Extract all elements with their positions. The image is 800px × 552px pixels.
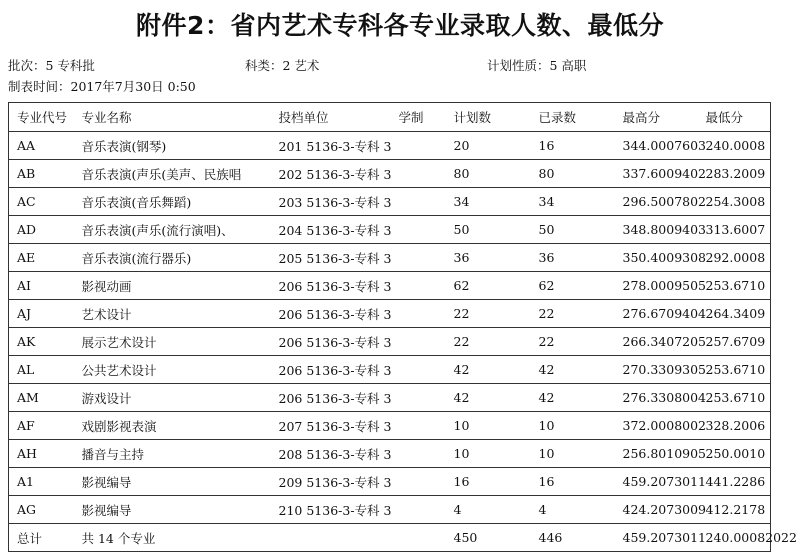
- made-time-label: 制表时间：2017年7月30日 0:50: [8, 79, 196, 94]
- cell-name: 戏剧影视表演: [82, 412, 279, 440]
- cell-max-score: 350.4009308: [623, 244, 706, 272]
- cell-length: [399, 188, 454, 216]
- cell-admitted: 62: [539, 272, 623, 300]
- total-cell-planned: 450: [453, 530, 478, 545]
- cell-admitted: 34: [539, 188, 623, 216]
- column-header-admitted: 已录数: [539, 103, 623, 132]
- column-header-planned: 计划数: [454, 103, 539, 132]
- cell-length: [399, 132, 454, 160]
- cell-max-score: 256.8010905: [623, 440, 706, 468]
- cell-code: AA: [9, 132, 82, 160]
- table-body: [9, 132, 797, 552]
- cell-name: 音乐表演(声乐(美声、民族唱: [82, 160, 279, 188]
- document-title: 附件2：省内艺术专科各专业录取人数、最低分: [136, 11, 664, 40]
- cell-min-score: 313.6007: [706, 216, 771, 244]
- cell-max-score: 424.2073009: [623, 496, 706, 524]
- cell-planned: 10: [454, 412, 539, 440]
- cell-min-score: 240.0008: [706, 132, 771, 160]
- cell-max-score: 344.0007603: [623, 132, 706, 160]
- cell-min-score: 250.0010: [706, 440, 771, 468]
- total-row: [9, 524, 771, 552]
- cell-code: AD: [9, 216, 82, 244]
- cell-min-score: 412.2178: [706, 496, 771, 524]
- cell-admitted: 22: [539, 300, 623, 328]
- table-row: [9, 300, 771, 328]
- cell-name: 展示艺术设计: [82, 328, 279, 356]
- cell-planned: 20: [454, 132, 539, 160]
- cell-min-score: 253.6710: [706, 272, 771, 300]
- total-cell-max-score: 459.2073011: [622, 530, 707, 545]
- cell-unit: 205 5136-3-专科 3: [279, 244, 399, 272]
- table-row: [9, 188, 771, 216]
- cell-max-score: 278.0009505: [623, 272, 706, 300]
- cell-length: [399, 440, 454, 468]
- cell-unit: 206 5136-3-专科 3: [279, 384, 399, 412]
- category-label: 科类：2 艺术: [245, 58, 320, 73]
- cell-code: AG: [9, 496, 82, 524]
- cell-admitted: 4: [539, 496, 623, 524]
- total-cell-length: [399, 524, 454, 552]
- cell-name: 音乐表演(钢琴): [82, 132, 279, 160]
- cell-name: 游戏设计: [82, 384, 279, 412]
- total-cell-unit: [279, 524, 399, 552]
- cell-code: AJ: [9, 300, 82, 328]
- column-header-name: 专业名称: [82, 103, 279, 132]
- cell-name: 影视动画: [82, 272, 279, 300]
- cell-length: [399, 244, 454, 272]
- cell-max-score: 459.2073011: [623, 468, 706, 496]
- cell-code: AM: [9, 384, 82, 412]
- cell-length: [399, 384, 454, 412]
- cell-unit: 202 5136-3-专科 3: [279, 160, 399, 188]
- cell-max-score: 348.8009403: [623, 216, 706, 244]
- column-header-min-score: 最低分: [706, 103, 771, 132]
- cell-admitted: 10: [539, 440, 623, 468]
- cell-admitted: 80: [539, 160, 623, 188]
- cell-min-score: 292.0008: [706, 244, 771, 272]
- cell-unit: 206 5136-3-专科 3: [279, 356, 399, 384]
- cell-planned: 62: [454, 272, 539, 300]
- cell-planned: 42: [454, 356, 539, 384]
- batch-label: 批次：5 专科批: [8, 58, 95, 73]
- cell-planned: 10: [454, 440, 539, 468]
- total-cell-min-score: 240.00082022: [705, 530, 797, 545]
- cell-admitted: 36: [539, 244, 623, 272]
- cell-unit: 206 5136-3-专科 3: [279, 272, 399, 300]
- cell-planned: 4: [454, 496, 539, 524]
- cell-code: AL: [9, 356, 82, 384]
- cell-admitted: 16: [539, 132, 623, 160]
- cell-unit: 209 5136-3-专科 3: [279, 468, 399, 496]
- cell-unit: 206 5136-3-专科 3: [279, 328, 399, 356]
- table-row: [9, 328, 771, 356]
- cell-code: AH: [9, 440, 82, 468]
- cell-unit: 203 5136-3-专科 3: [279, 188, 399, 216]
- table-row: [9, 244, 771, 272]
- cell-admitted: 16: [539, 468, 623, 496]
- column-header-code: 专业代号: [9, 103, 82, 132]
- cell-code: AI: [9, 272, 82, 300]
- cell-length: [399, 412, 454, 440]
- cell-min-score: 257.6709: [706, 328, 771, 356]
- cell-length: [399, 468, 454, 496]
- cell-planned: 42: [454, 384, 539, 412]
- cell-admitted: 22: [539, 328, 623, 356]
- cell-unit: 207 5136-3-专科 3: [279, 412, 399, 440]
- cell-admitted: 50: [539, 216, 623, 244]
- table-row: [9, 440, 771, 468]
- cell-planned: 80: [454, 160, 539, 188]
- table-row: [9, 496, 771, 524]
- cell-unit: 204 5136-3-专科 3: [279, 216, 399, 244]
- cell-min-score: 253.6710: [706, 384, 771, 412]
- cell-min-score: 253.6710: [706, 356, 771, 384]
- cell-name: 音乐表演(音乐舞蹈): [82, 188, 279, 216]
- cell-max-score: 276.6709404: [623, 300, 706, 328]
- cell-min-score: 283.2009: [706, 160, 771, 188]
- cell-min-score: 254.3008: [706, 188, 771, 216]
- table-row: [9, 132, 771, 160]
- cell-admitted: 10: [539, 412, 623, 440]
- cell-max-score: 372.0008002: [623, 412, 706, 440]
- cell-planned: 36: [454, 244, 539, 272]
- cell-name: 音乐表演(声乐(流行演唱)、: [82, 216, 279, 244]
- table-row: [9, 468, 771, 496]
- plan-type-label: 计划性质：5 高职: [487, 58, 587, 73]
- cell-length: [399, 160, 454, 188]
- cell-planned: 34: [454, 188, 539, 216]
- cell-min-score: 264.3409: [706, 300, 771, 328]
- cell-planned: 22: [454, 300, 539, 328]
- table-row: [9, 356, 771, 384]
- cell-length: [399, 216, 454, 244]
- cell-code: AB: [9, 160, 82, 188]
- cell-max-score: 270.3309305: [623, 356, 706, 384]
- cell-name: 公共艺术设计: [82, 356, 279, 384]
- cell-name: 音乐表演(流行器乐): [82, 244, 279, 272]
- cell-admitted: 42: [539, 384, 623, 412]
- cell-admitted: 42: [539, 356, 623, 384]
- cell-planned: 50: [454, 216, 539, 244]
- cell-planned: 16: [454, 468, 539, 496]
- cell-unit: 208 5136-3-专科 3: [279, 440, 399, 468]
- cell-max-score: 276.3308004: [623, 384, 706, 412]
- table-row: [9, 272, 771, 300]
- cell-length: [399, 496, 454, 524]
- table-header: [9, 103, 771, 132]
- cell-name: 影视编导: [82, 468, 279, 496]
- cell-code: AK: [9, 328, 82, 356]
- cell-min-score: 441.2286: [706, 468, 771, 496]
- cell-unit: 201 5136-3-专科 3: [279, 132, 399, 160]
- cell-min-score: 328.2006: [706, 412, 771, 440]
- cell-name: 播音与主持: [82, 440, 279, 468]
- column-header-length: 学制: [399, 103, 454, 132]
- cell-planned: 22: [454, 328, 539, 356]
- cell-unit: 206 5136-3-专科 3: [279, 300, 399, 328]
- admission-table: [8, 102, 797, 552]
- cell-code: A1: [9, 468, 82, 496]
- total-cell-code: 总计: [17, 530, 43, 546]
- total-cell-name: 共 14 个专业: [81, 530, 156, 546]
- cell-code: AC: [9, 188, 82, 216]
- table-row: [9, 216, 771, 244]
- cell-name: 艺术设计: [82, 300, 279, 328]
- cell-length: [399, 272, 454, 300]
- cell-code: AF: [9, 412, 82, 440]
- cell-unit: 210 5136-3-专科 3: [279, 496, 399, 524]
- table-row: [9, 412, 771, 440]
- cell-length: [399, 300, 454, 328]
- cell-max-score: 337.6009402: [623, 160, 706, 188]
- cell-name: 影视编导: [82, 496, 279, 524]
- table-row: [9, 160, 771, 188]
- total-cell-admitted: 446: [538, 530, 563, 545]
- column-header-max-score: 最高分: [623, 103, 706, 132]
- cell-max-score: 266.3407205: [623, 328, 706, 356]
- table-row: [9, 384, 771, 412]
- column-header-unit: 投档单位: [279, 103, 399, 132]
- cell-length: [399, 356, 454, 384]
- cell-length: [399, 328, 454, 356]
- cell-code: AE: [9, 244, 82, 272]
- cell-max-score: 296.5007802: [623, 188, 706, 216]
